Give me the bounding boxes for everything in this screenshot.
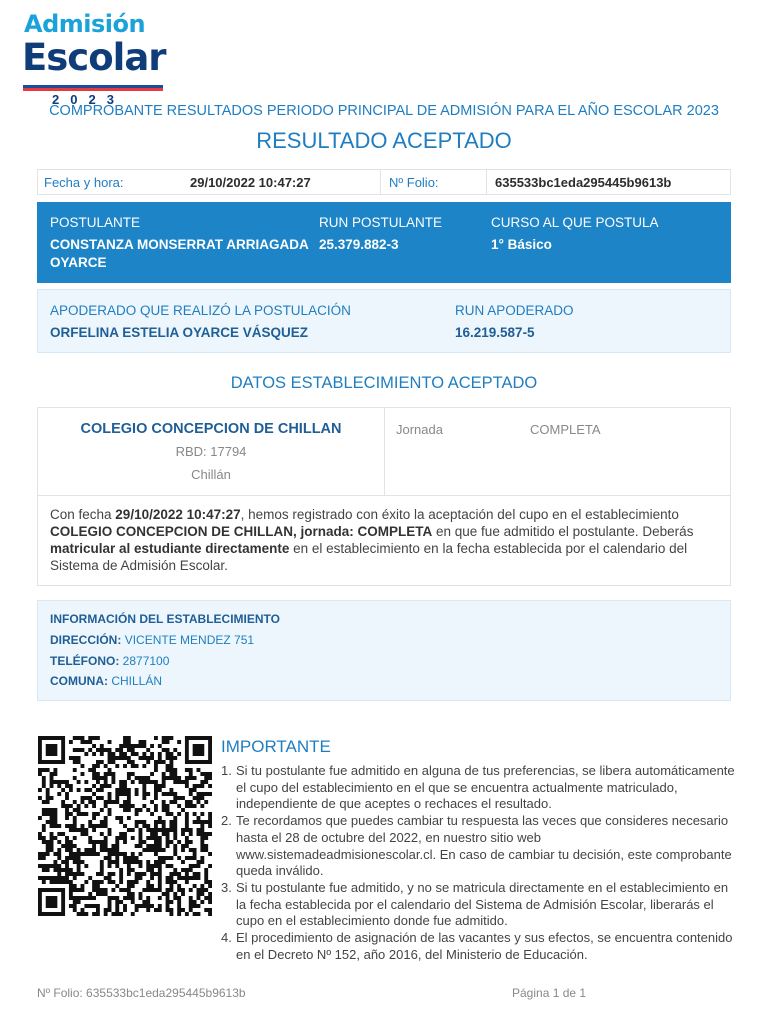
logo-bar-red [23,88,163,91]
important-title: IMPORTANTE [221,737,331,756]
guardian-run-label: RUN APODERADO [455,303,574,318]
document-subtitle: COMPROBANTE RESULTADOS PERIODO PRINCIPAL DE ADMISIÓN PARA EL AÑO ESCOLAR 2023 [49,103,719,119]
applicant-run-label: RUN POSTULANTE [319,215,443,230]
logo-year: 2023 [52,92,125,107]
commune-label: COMUNA: [50,674,108,688]
folio-value: 635533bc1eda295445b9613b [495,175,672,190]
school-horizontal-divider [38,495,730,496]
row-separator [486,170,487,194]
info-title [50,612,280,626]
important-list [221,763,741,963]
shift-label: Jornada [396,422,443,437]
school-vertical-divider [384,408,385,495]
school-rbd: RBD: 17794 [175,444,247,459]
guardian-block [37,289,731,353]
qr-code [38,736,212,916]
logo-line1: Admisión [24,10,146,38]
item-number: 3. [221,879,232,895]
date-label: Fecha y hora: [44,175,124,190]
applicant-block [37,202,731,283]
info-phone [50,654,169,668]
info-address [50,633,254,647]
address-value: VICENTE MENDEZ 751 [124,633,255,647]
acceptance-message [50,506,718,574]
school-info-block [37,600,731,701]
commune-value: CHILLÁN [111,674,163,688]
info-commune [50,674,162,688]
footer-folio: Nº Folio: 635533bc1eda295445b9613b [37,986,246,1000]
item-text: Te recordamos que puedes cambiar tu respuesta las veces que consideres necesario hasta el 28 de octubre del 2022, en nuestro sitio web www.sistemadeadmisionescolar.cl. En caso de cambiar tu decisión, este comprobante queda inválido. [236,813,732,879]
course-value: 1° Básico [491,237,552,252]
important-item [221,763,741,813]
message-part: Con fecha [50,507,116,522]
qr-code-graphic [38,736,212,916]
applicant-run: 25.379.882-3 [319,237,399,252]
applicant-name-line2: OYARCE [50,255,107,270]
message-emphasis: matricular al estudiante directamente [50,541,290,556]
row-separator [380,170,381,194]
school-name: COLEGIO CONCEPCION DE CHILLAN [80,421,342,437]
item-number: 2. [221,813,232,829]
important-item [221,813,741,880]
item-text: Si tu postulante fue admitido en alguna de tus preferencias, se libera automáticamente el cupo del establecimiento en el que se encuentra actualmente matriculado, independiente de que aceptes o rechaces el resultado. [236,763,735,812]
message-part: , hemos registrado con éxito la aceptación del cupo en el establecimiento [240,507,679,522]
folio-label: Nº Folio: [389,175,439,190]
important-item [221,930,741,963]
important-item [221,880,741,930]
item-text: Si tu postulante fue admitido, y no se matricula directamente en el establecimiento en la fecha establecida por el calendario del Sistema de Admisión Escolar, liberarás el cupo en el establecimiento donde fue admitido. [236,879,729,929]
guardian-name-label: APODERADO QUE REALIZÓ LA POSTULACIÓN [50,303,351,318]
applicant-name [50,236,309,272]
info-title-text: INFORMACIÓN DEL ESTABLECIMIENTO [50,612,281,626]
date-value: 29/10/2022 10:47:27 [190,175,311,190]
logo-line2: Escolar [22,36,166,79]
message-date: 29/10/2022 10:47:27 [115,507,241,522]
address-label: DIRECCIÓN: [50,633,122,647]
school-block [37,407,731,586]
message-school: COLEGIO CONCEPCION DE CHILLAN, jornada: COMPLETA [50,524,433,539]
phone-value: 2877100 [122,654,170,668]
school-section-title: DATOS ESTABLECIMIENTO ACEPTADO [230,374,538,392]
course-label: CURSO AL QUE POSTULA [491,215,659,230]
applicant-name-line1: CONSTANZA MONSERRAT ARRIAGADA [50,237,309,252]
date-folio-row [37,169,731,195]
guardian-run: 16.219.587-5 [455,325,535,340]
item-number: 4. [221,930,232,946]
message-part: en que fue admitido el postulante. Deberás [432,524,694,539]
item-text: El procedimiento de asignación de las vacantes y sus efectos, se encuentra contenido en el Decreto Nº 152, año 2016, del Ministerio de Educación. [236,930,733,962]
result-title: RESULTADO ACEPTADO [256,128,512,153]
applicant-name-label: POSTULANTE [50,215,141,230]
shift-value: COMPLETA [530,422,601,437]
school-city: Chillán [191,467,231,482]
phone-label: TELÉFONO: [50,654,120,668]
guardian-name: ORFELINA ESTELIA OYARCE VÁSQUEZ [50,325,309,340]
page-number: Página 1 de 1 [512,986,587,1000]
item-number: 1. [221,763,232,778]
admision-escolar-logo [22,10,168,107]
message-part: en el establecimiento en la fecha establecida por el calendario del Sistema de Admisión Escolar. [50,541,688,573]
